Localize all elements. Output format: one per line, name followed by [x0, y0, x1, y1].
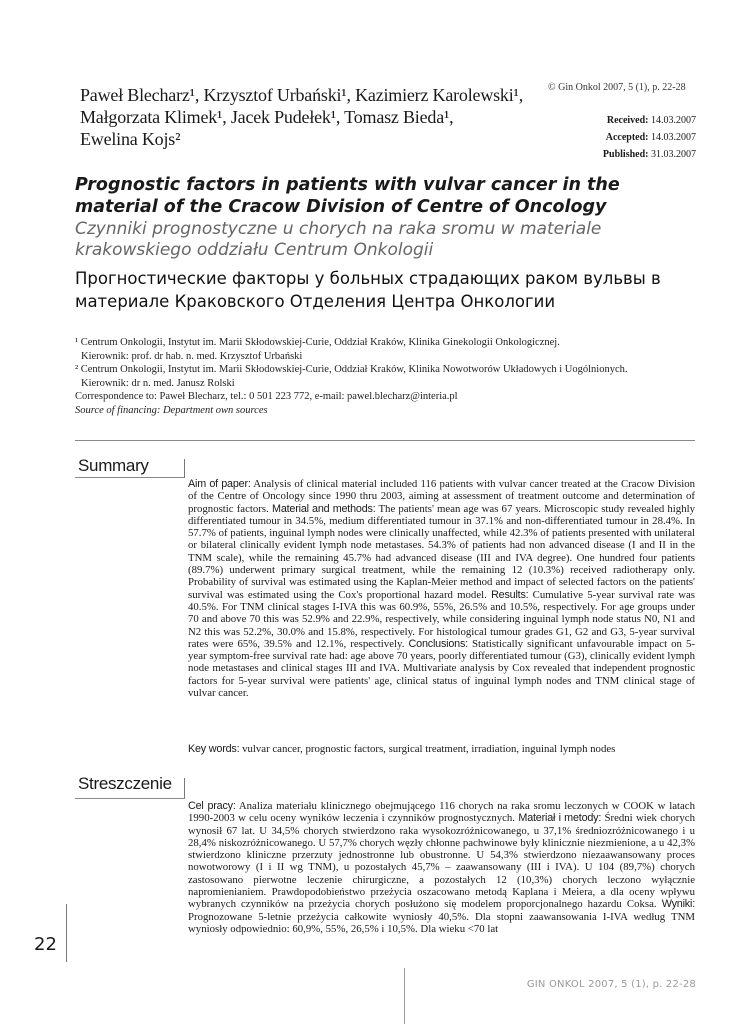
results-label: Results:: [486, 588, 529, 601]
keywords-label: Key words:: [188, 743, 240, 755]
affiliation-2-head: Kierownik: dr n. med. Janusz Rolski: [81, 377, 235, 389]
copyright-notice: © Gin Onkol 2007, 5 (1), p. 22-28: [548, 82, 686, 93]
material-label: Materiał i metody:: [515, 812, 602, 825]
methods-label: Material and methods:: [268, 502, 376, 515]
page-number: 22: [34, 934, 57, 955]
conclusions-label: Conclusions:: [404, 637, 468, 650]
material-text: Średni wiek chorych wynosił 67 lat. U 34,5% chorych stwierdzono raka wysokozróżnicowanego, u 37,1% średniozróżnicowanego i u 28,4% niskozróżnicowanego. U 57,7% chorych węzły chłonne pachwinowe były klinicznie niezmienione, a u 42,3% stwierdzono kliniczne przerzuty jednostronne lub obustronne. U 54,3% stwierdzono niezaawansowany proces nowotworowy (I i II wg TNM), u pozostałych 45,7% – zaawansowany (III i IVA). U 104 (89,7%) chorych zastosowano pierwotne leczenie chirurgiczne, a pozostałych 12 (10,3%) chorych leczono wyłącznie napromienianiem. Prawdopodobieństwo przeżycia oszacowano metodą Kaplana i Meiera, a dla oceny wpływu wybranych czynników na przeżycia chorych posłużono się modelem proporcjonalnego hazardu Coksa.: [188, 812, 695, 911]
authors-line: Ewelina Kojs²: [80, 129, 181, 149]
correspondence: Correspondence to: Paweł Blecharz, tel.: 0 501 223 772, e-mail: pawel.blecharz@interia.pl: [75, 391, 458, 402]
methods-text: The patients' mean age was 67 years. Microscopic study revealed highly differentiated tumour in 34.5%, medium differentiated tumour in 37.1% and non-differentiated tumour in 28.4%. In 57.7% of patients, inguinal lymph nodes were clinically unaffected, while 42.3% of patients presented with unilateral or bilateral clinically evident lymph node metastases. 54.3% of patients had non advanced disease (I and II in the TNM scale), while the remaining 45.7% had advanced disease (III and IVA degree). One hundred four patients (89.7%) underwent primary surgical treatment, while the remaining 12 (10.3%) received radiotherapy only. Probability of survival was estimated using the Kaplan-Meier method and impact of selected factors on the patients' survival was estimated using the Cox's proportional hazard model.: [188, 502, 695, 601]
summary-divider: [184, 459, 185, 478]
author-list: [80, 84, 550, 150]
streszczenie-heading-rule: [75, 798, 185, 799]
published-date: Published: 31.03.2007: [602, 149, 696, 160]
keywords: [188, 743, 695, 755]
streszczenie-heading: Streszczenie: [78, 774, 172, 793]
keywords-text: vulvar cancer, prognostic factors, surgical treatment, irradiation, inguinal lymph nodes: [239, 743, 616, 755]
footer-rule: [404, 968, 405, 1024]
affiliation-1: ¹ Centrum Onkologii, Instytut im. Marii Skłodowskiej-Curie, Oddział Kraków, Klinika Ginekologii Onkologicznej.: [75, 337, 560, 348]
accepted-date: Accepted: 14.03.2007: [605, 132, 696, 143]
streszczenie-divider: [184, 778, 185, 798]
journal-footer: GIN ONKOL 2007, 5 (1), p. 22-28: [526, 979, 696, 990]
affiliation-1-head: Kierownik: prof. dr hab. n. med. Krzysztof Urbański: [81, 350, 303, 362]
title-polish: Czynniki prognostyczne u chorych na raka sromu w materiale krakowskiego oddziału Centrum Onkologii: [75, 219, 602, 260]
conclusions-text: Statistically significant unfavourable impact on 5-year symptom-free survival rate had: age above 70 years, poorly differentiated tumour (G3), clinically evident lymph node metastases and clinical stages III and IVA. Multivariate analysis by Cox revealed that independent prognostic factors for 5-year survival were patients' age, clinical status of inguinal lymph nodes and TNM clinical stage of vulvar cancer.: [188, 637, 695, 700]
header-divider: [75, 440, 695, 441]
cel-text: Analiza materiału klinicznego obejmującego 116 chorych na raka sromu leczonych w COOK w latach 1990-2003 w celu oceny wyników leczenia i czynników prognostycznych.: [188, 800, 696, 825]
title-russian: Прогностические факторы у больных страдающих раком вульвы в материале Краковского Отделения Центра Онкологии: [75, 269, 661, 311]
article-dates: [603, 112, 696, 163]
summary-abstract: [188, 478, 695, 699]
authors-line: Paweł Blecharz¹, Krzysztof Urbański¹, Kazimierz Karolewski¹,: [80, 85, 524, 105]
title-english: Prognostic factors in patients with vulvar cancer in the material of the Cracow Division of Centre of Oncology: [75, 175, 620, 217]
affiliation-2: ² Centrum Onkologii, Instytut im. Marii Skłodowskiej-Curie, Oddział Kraków, Klinika Nowotworów Układowych i Uogólnionych.: [75, 364, 628, 375]
aim-text: Analysis of clinical material included 116 patients with vulvar cancer treated at the Cracow Division of the Centre of Oncology since 1990 thru 2003, aiming at assessment of treatment outcome and determination of prognostic factors.: [188, 478, 695, 515]
summary-heading: Summary: [78, 456, 149, 475]
wyniki-label: Wyniki:: [656, 898, 695, 911]
wyniki-text: Prognozowane 5-letnie przeżycia całkowite wyniosły 40,5%. Dla stopni zaawansowania I-IVA według TNM wyniosły odpowiednio: 60,9%, 55%, 26,5% i 10,5%. Dla wieku <70 lat: [188, 910, 695, 935]
received-date: Received: 14.03.2007: [606, 115, 696, 126]
source-of-financing: Source of financing: Department own sources: [75, 404, 268, 416]
aim-label: Aim of paper:: [188, 478, 251, 490]
summary-heading-rule: [75, 477, 185, 478]
page-number-rule: [66, 904, 67, 962]
authors-line: Małgorzata Klimek¹, Jacek Pudełek¹, Tomasz Bieda¹,: [80, 107, 454, 127]
streszczenie-abstract: [188, 800, 695, 935]
affiliations: [75, 336, 695, 417]
cel-label: Cel pracy:: [188, 800, 236, 812]
results-text: Cumulative 5-year survival rate was 40.5%. For TNM clinical stages I-IVA this was 60.9%, 55%, 26.5% and 10.5%, respectively. For age groups under 70 and above 70 this was 52.9% and 22.9%, respectively, while considering inguinal lymph node status N0, N1 and N2 this was 52.2%, 30.0% and 15.8%, respectively. For histological tumour grades G1, G2 and G3, 5-year survival rates were 65%, 39.5% and 12.1%, respectively.: [188, 588, 696, 650]
